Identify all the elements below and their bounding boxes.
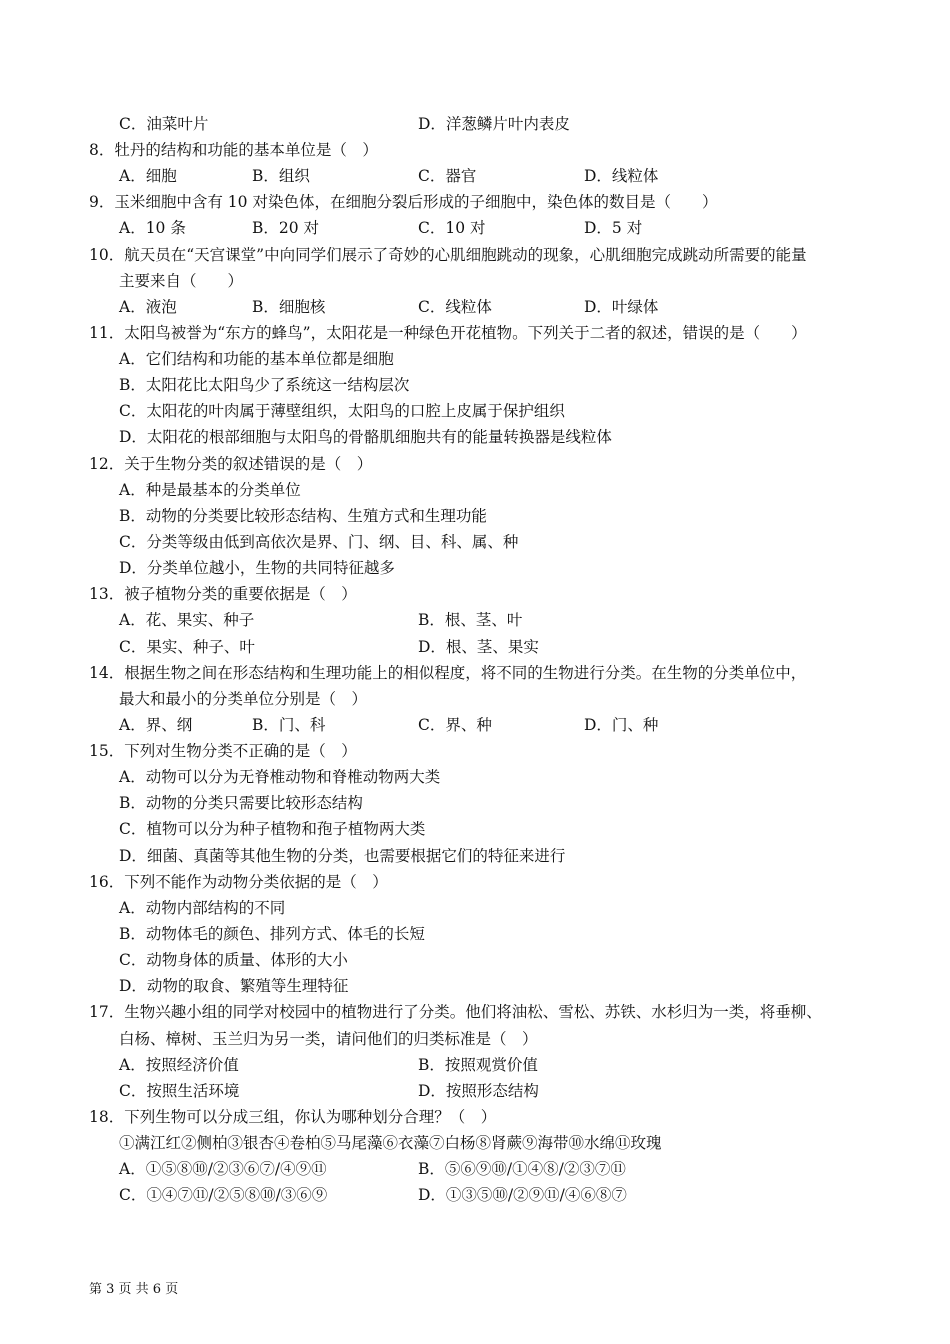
page-number: 第 3 页 共 6 页 bbox=[89, 1282, 179, 1297]
q10-stem-line1: 10．航天员在“天宫课堂”中向同学们展示了奇妙的心肌细胞跳动的现象，心肌细胞完成跳动所需要的能量 bbox=[89, 246, 807, 264]
q9-option-a: A．10 条 bbox=[119, 219, 186, 237]
q11-option-d: D．太阳花的根部细胞与太阳鸟的骨骼肌细胞共有的能量转换器是线粒体 bbox=[119, 428, 612, 446]
q13-option-d: D．根、茎、果实 bbox=[418, 638, 539, 656]
q13-option-c: C．果实、种子、叶 bbox=[119, 638, 255, 656]
q7-option-c: C．油菜叶片 bbox=[119, 115, 209, 133]
q12-option-c: C．分类等级由低到高依次是界、门、纲、目、科、属、种 bbox=[119, 533, 519, 551]
q11-option-b: B．太阳花比太阳鸟少了系统这一结构层次 bbox=[119, 376, 410, 394]
q17-stem-line2: 白杨、樟树、玉兰归为另一类，请问他们的归类标准是（ ） bbox=[119, 1030, 538, 1048]
q15-option-a: A．动物可以分为无脊椎动物和脊椎动物两大类 bbox=[119, 768, 441, 786]
q14-option-d: D．门、种 bbox=[584, 716, 659, 734]
q17-stem-line1: 17．生物兴趣小组的同学对校园中的植物进行了分类。他们将油松、雪松、苏铁、水杉归为一类，将垂柳、 bbox=[89, 1003, 822, 1021]
q18-option-c: C．①④⑦⑪/②⑤⑧⑩/③⑥⑨ bbox=[119, 1186, 328, 1204]
q18-option-b: B．⑤⑥⑨⑩/①④⑧/②③⑦⑪ bbox=[418, 1160, 626, 1178]
q12-option-b: B．动物的分类要比较形态结构、生殖方式和生理功能 bbox=[119, 507, 487, 525]
q16-stem: 16．下列不能作为动物分类依据的是（ ） bbox=[89, 873, 388, 891]
q8-option-c: C．器官 bbox=[418, 167, 477, 185]
q17-option-d: D．按照形态结构 bbox=[418, 1082, 539, 1100]
q15-option-b: B．动物的分类只需要比较形态结构 bbox=[119, 794, 363, 812]
q13-stem: 13．被子植物分类的重要依据是（ ） bbox=[89, 585, 357, 603]
q10-option-d: D．叶绿体 bbox=[584, 298, 659, 316]
q8-stem: 8．牡丹的结构和功能的基本单位是（ ） bbox=[89, 141, 378, 159]
q10-option-c: C．线粒体 bbox=[418, 298, 492, 316]
q12-option-d: D．分类单位越小，生物的共同特征越多 bbox=[119, 559, 395, 577]
q7-option-d: D．洋葱鳞片叶内表皮 bbox=[418, 115, 570, 133]
q13-option-b: B．根、茎、叶 bbox=[418, 611, 523, 629]
q11-stem: 11．太阳鸟被誉为“东方的蜂鸟”，太阳花是一种绿色开花植物。下列关于二者的叙述，错误的是（ ） bbox=[89, 324, 807, 342]
q15-option-c: C．植物可以分为种子植物和孢子植物两大类 bbox=[119, 820, 426, 838]
q14-option-a: A．界、纲 bbox=[119, 716, 193, 734]
q16-option-d: D．动物的取食、繁殖等生理特征 bbox=[119, 977, 349, 995]
q18-organism-list: ①满江红②侧柏③银杏④卷柏⑤马尾藻⑥衣藻⑦白杨⑧肾蕨⑨海带⑩水绵⑪玫瑰 bbox=[119, 1134, 662, 1152]
q11-option-c: C．太阳花的叶肉属于薄壁组织，太阳鸟的口腔上皮属于保护组织 bbox=[119, 402, 565, 420]
q18-option-a: A．①⑤⑧⑩/②③⑥⑦/④⑨⑪ bbox=[119, 1160, 327, 1178]
q16-option-c: C．动物身体的质量、体形的大小 bbox=[119, 951, 348, 969]
q17-option-b: B．按照观赏价值 bbox=[418, 1056, 538, 1074]
q15-option-d: D．细菌、真菌等其他生物的分类，也需要根据它们的特征来进行 bbox=[119, 847, 566, 865]
q10-option-b: B．细胞核 bbox=[252, 298, 326, 316]
q9-option-b: B．20 对 bbox=[252, 219, 320, 237]
q14-stem-line2: 最大和最小的分类单位分别是（ ） bbox=[119, 690, 368, 708]
q17-option-a: A．按照经济价值 bbox=[119, 1056, 239, 1074]
q8-option-d: D．线粒体 bbox=[584, 167, 659, 185]
q12-stem: 12．关于生物分类的叙述错误的是（ ） bbox=[89, 455, 373, 473]
q18-stem: 18．下列生物可以分成三组，你认为哪种划分合理？（ ） bbox=[89, 1108, 497, 1126]
q14-stem-line1: 14．根据生物之间在形态结构和生理功能上的相似程度，将不同的生物进行分类。在生物的分类单位中， bbox=[89, 664, 807, 682]
q14-option-c: C．界、种 bbox=[418, 716, 492, 734]
q17-option-c: C．按照生活环境 bbox=[119, 1082, 240, 1100]
q9-option-c: C．10 对 bbox=[418, 219, 486, 237]
q8-option-b: B．组织 bbox=[252, 167, 310, 185]
q9-stem: 9．玉米细胞中含有 10 对染色体，在细胞分裂后形成的子细胞中，染色体的数目是（ ） bbox=[89, 193, 718, 211]
q13-option-a: A．花、果实、种子 bbox=[119, 611, 255, 629]
q18-option-d: D．①③⑤⑩/②⑨⑪/④⑥⑧⑦ bbox=[418, 1186, 627, 1204]
q8-option-a: A．细胞 bbox=[119, 167, 177, 185]
q11-option-a: A．它们结构和功能的基本单位都是细胞 bbox=[119, 350, 394, 368]
q15-stem: 15．下列对生物分类不正确的是（ ） bbox=[89, 742, 357, 760]
q9-option-d: D．5 对 bbox=[584, 219, 643, 237]
q10-option-a: A．液泡 bbox=[119, 298, 177, 316]
q16-option-b: B．动物体毛的颜色、排列方式、体毛的长短 bbox=[119, 925, 425, 943]
q10-stem-line2: 主要来自（ ） bbox=[119, 272, 244, 290]
q12-option-a: A．种是最基本的分类单位 bbox=[119, 481, 301, 499]
q16-option-a: A．动物内部结构的不同 bbox=[119, 899, 286, 917]
q14-option-b: B．门、科 bbox=[252, 716, 326, 734]
